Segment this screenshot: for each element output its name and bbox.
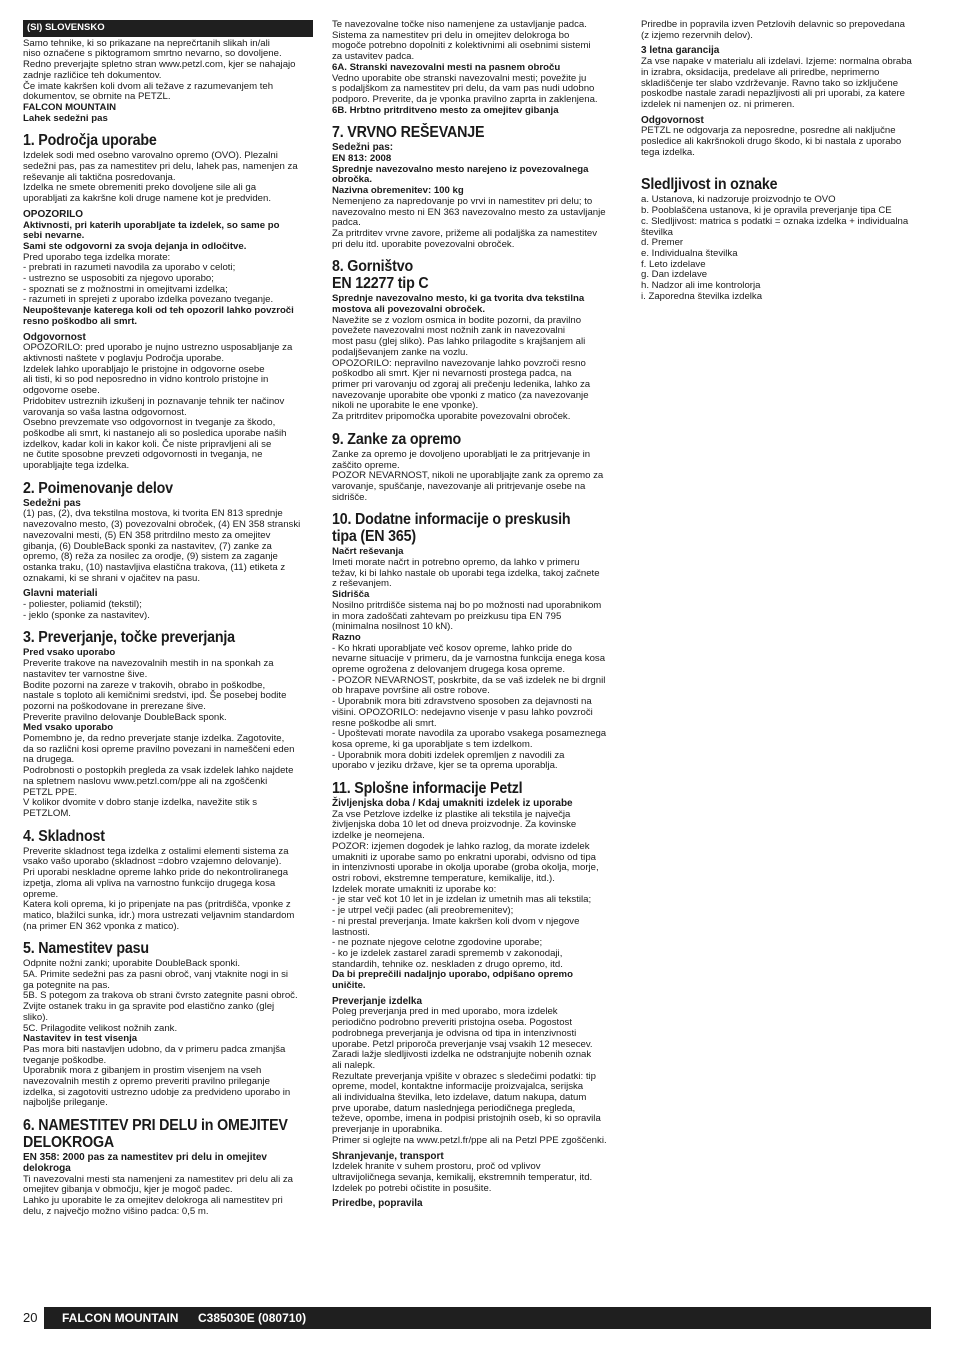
- guarantee-text: Za vse napake v materialu ali izdelavi. Izjeme: normalna obraba in izrabra, oksidacija, predelave ali priredbe, neprimerno skladiščenje ter slabo vzdrževanje. Ravno tako so izključene poskodbe nastale zaradi nepazljivosti ali pri uporabi, za katere izdelek ni namenjen oz. ni primeren.: [641, 56, 912, 110]
- product-type: Lahek sedežni pas: [23, 112, 108, 124]
- section-2-sub-1: Sedežni pas: [23, 497, 81, 509]
- section-2-heading: 2. Poimenovanje delov: [23, 479, 173, 497]
- responsibility-text: OPOZORILO: pred uporabo je nujno ustrezno usposabljanje za aktivnosti naštete v poglavju Področja uporabe. Izdelek lahko uporabljajo le pristojne in odgovorne osebe ali tisti, ki so pod neposredno in vidno kontrolo pristojne in odgovorne osebe. Pridobitev ustreznih izkušenj in poznavanje tehnik ter načinov varovanja so vaša lastna odgovornost. Osebno prevzemate vso odgovornost in tveganje za škodo, poškodbe ali smrt, ki nastanejo ali so posledica uporabe naših izdelkov, kadar koli in kakor koli. Če niste pripravljeni ali se ne čutite sposobne prevzeti odgovornosti in tveganja, ne uporabljajte tega izdelka.: [23, 342, 293, 472]
- section-2-text-1: (1) pas, (2), dva tekstilna mostova, ki tvorita EN 813 sprednje navezovalno mesto, (3) povezovalni obroček, (4) EN 358 stranski navezovalni mesti, (5) EN 358 pritrdilno mesto za omejitev gibanja, (6) DoubleBack sponki za nastavitev, (7) zanke za opremo, (8) reža za nosilec za orodje, (9) sistem za zaganje ostanka traku, (10) nastavljiva elastična trakova, (11) etiketa z oznakami, ki se shrani v ojačitev na pasu.: [23, 508, 301, 584]
- section-10-sub-1: Načrt reševanja: [332, 546, 404, 558]
- section-11-bold-1: Da bi preprečili nadaljnjo uporabo, odpišano opremo uničite.: [332, 969, 573, 992]
- warning-label: OPOZORILO: [23, 208, 83, 220]
- language-label: (SI) SLOVENSKO: [23, 20, 313, 37]
- warning-bold-3: Neupoštevanje katerega koli od teh opozoril lahko povzroči resno poškodbo ali smrt.: [23, 305, 294, 327]
- section-11-text-1: Za vse Petzlove izdelke iz plastike ali tekstila je največja življenjska doba 10 let od dneva proizvodnje. Za kovinske izdelke je neomejena. POZOR: izjemen dogodek je lahko razlog, da morate izdelek umakniti iz uporabe samo po enkratni uporabi, odvisno od tipa in intenzivnosti uporabe in okolja uporabe (groba okolja, morje, ostri robovi, ekstremne temperature, kemikalije, itd.). Izdelek morate umakniti iz uporabe ko: - je star več kot 10 let in je izdelan iz umetnih mas ali tekstila; - je utrpel večji padec (ali preobremenitev); - ni prestal preverjanja. Imate kakršen koli dvom v njegove lastnosti. - ne poznate njegove celotne zgodovine uporabe; - ko je izdelek zastarel zaradi sprememb v zakonodaji, standardih, tehnike oz. neskladen z drugo opremo, itd.: [332, 808, 599, 970]
- section-10-text-2: Nosilno pritrdišče sistema naj bo po možnosti nad uporabnikom in mora zadoščati zahtevam po preizkusu tipa EN 795 (minimalna nosilnost 10 kN).: [332, 599, 602, 633]
- section-1-text: Izdelek sodi med osebno varovalno opremo (OVO). Plezalni sedežni pas, pas za namestitev pri delu, lahek pas, namenjen za reševanje ali taktična posredovanja. Izdelka ne smete obremeniti preko dovoljene sile ali ga uporabljati za kakršne koli druge namene kot je predviden.: [23, 150, 298, 205]
- section-7-heading: 7. VRVNO REŠEVANJE: [332, 124, 485, 142]
- section-11-sub-4: Priredbe, popravila: [332, 1198, 423, 1210]
- section-5-sub: Nastavitev in test visenja: [23, 1033, 138, 1045]
- section-3-text-1: Preverite trakove na navezovalnih mestih in na sponkah za nastavitev ter varnostne šive. Bodite pozorni na zareze v trakovih, obrabo in poškodbe, nastale s toploto ali kemičnimi sredstvi, ipd. Še posebej bodite pozorni na poškodovane in prerezane šive. Preverite pravilno delovanje DoubleBack sponk.: [23, 658, 287, 723]
- section-5-text-2: Pas mora biti nastavljen udobno, da v primeru padca zmanjša tveganje poškodbe. Uporabnik mora z gibanjem in prostim visenjem na vseh navezovalnih mestih z opremo preveriti pravilno prileganje izdelka, si zagotoviti ustrezno udobje za predvideno uporabo in najboljše prileganje.: [23, 1043, 291, 1109]
- footer-product-name: FALCON MOUNTAIN: [62, 1311, 179, 1325]
- section-6a-heading: 6A. Stranski navezovalni mesti na pasnem obroču: [332, 61, 561, 73]
- section-3-sub-1: Pred vsako uporabo: [23, 647, 116, 659]
- section-3-heading: 3. Preverjanje, točke preverjanja: [23, 629, 235, 647]
- liability-sub: Odgovornost: [641, 114, 704, 126]
- section-5-text-1: Odpnite nožni zanki; uporabite DoubleBack sponki. 5A. Primite sedežni pas za pasni obroč, vanj vtaknite nogi in si ga potegnite na pas. 5B. S potegom za trakova ob strani čvrsto zategnite pasni obroč. Zvijte ostanek traku in ga spravite pod elastično zanko (glej sliko). 5C. Prilagodite velikost nožnih zank.: [23, 958, 298, 1034]
- section-10-sub-3: Razno: [332, 631, 361, 643]
- section-7-text: Nemenjeno za napredovanje po vrvi in namestitev pri delu; to navezovalno mesto ni EN 363 navezovalno mesto za ustavljanje padca. Za pritrditev vrvne zavore, prižeme ali podaljška za namestitev pri delu itd. uporabite povezovalni obroček.: [332, 195, 606, 250]
- section-11-sub-3: Shranjevanje, transport: [332, 1150, 444, 1162]
- section-6-text: Ti navezovalni mesti sta namenjeni za namestitev pri delu ali za omejitev gibanja v območju, kjer je mogoč padec. Lahko ju uporabite le za omejitev delokroga ali namestitev pri delu, z največjo možno višino padca: 0,5 m.: [23, 1173, 293, 1217]
- section-10-sub-2: Sidrišča: [332, 589, 370, 601]
- section-7-sub-1: Sedežni pas:: [332, 142, 394, 154]
- section-6a-text: Vedno uporabite obe stranski navezovalni mesti; povežite ju s podaljškom za namestitev pri delu, da vam pas nudi udobno podporo. Preverite, da je vponka pravilno zaprta in zaklenjena.: [332, 72, 598, 105]
- warning-bold-1: Aktivnosti, pri katerih uporabljate ta izdelek, so same po sebi nevarne.: [23, 219, 280, 242]
- warning-bold-2: Sami ste odgovorni za svoja dejanja in odločitve.: [23, 240, 247, 252]
- section-8-bold: Sprednje navezovalno mesto, ki ga tvorita dva tekstilna mostova ali povezovalni obroček.: [332, 293, 585, 316]
- footer-bar: [44, 1307, 931, 1329]
- section-6-sub: EN 358: 2000 pas za namestitev pri delu in omejitev delokroga: [23, 1152, 267, 1174]
- section-9-heading: 9. Zanke za opremo: [332, 430, 462, 448]
- section-6b-heading: 6B. Hrbtno pritrditveno mesto za omejitev gibanja: [332, 104, 559, 116]
- section-10-text-1: Imeti morate načrt in potrebno opremo, da lahko v primeru težav, ki bi lahko nastale ob uporabi tega izdelka, takoj začnete z reševanjem.: [332, 557, 600, 590]
- section-11-sub-1: Življenjska doba / Kdaj umakniti izdelek iz uporabe: [332, 798, 573, 810]
- traceability-list: a. Ustanova, ki nadzoruje proizvodnjo te OVO b. Pooblaščena ustanova, ki je opravila preverjanje tipa CE c. Sledljivost: matrica s podatki = oznaka izdelka + individualna številka d. Premer e. Individualna številka f. Leto izdelave g. Dan izdelave h. Nadzor ali ime kontrolorja i. Zaporedna številka izdelka: [641, 194, 909, 302]
- section-8-heading: 8. Gorništvo EN 12277 tip C: [332, 258, 429, 293]
- section-11-sub-2: Preverjanje izdelka: [332, 995, 423, 1007]
- section-8-text: Navežite se z vozlom osmica in bodite pozorni, da pravilno povežete navezovalni most nožnih zank in navezovalni most pasu (glej sliko). Pas lahko prilagodite s krajšanjem ali podaljševanjem zanke na vozlu. OPOZORILO: nepravilno navezovanje lahko povzroči resno poškodbo ali smrt. Kjer ni nevarnosti prostega padca, na primer pri varovanju od zgoraj ali prečenju ledenika, lahko za navezovanje uporabite obe vponki z matico (za navezovanje nikoli ne uporabite le ene vponke). Za pritrditev pripomočka uporabite povezovalni obroček.: [332, 314, 591, 423]
- section-3-sub-2: Med vsako uporabo: [23, 722, 114, 734]
- section-11-heading: 11. Splošne informacije Petzl: [332, 780, 523, 798]
- liability-text: PETZL ne odgovarja za neposredne, posredne ali naključne posledice ali kakršnokoli drugo škodo, ki bi nastala z uporabo tega izdelka.: [641, 125, 902, 158]
- section-1-heading: 1. Področja uporabe: [23, 132, 157, 150]
- section-2-text-2: - poliester, poliamid (tekstil); - jeklo (sponke za nastavitev).: [23, 599, 150, 621]
- traceability-heading: Sledljivost in oznake: [641, 176, 778, 194]
- section-11-text-2: Poleg preverjanja pred in med uporabo, mora izdelek periodično podrobno preveriti pristojna oseba. Pogostost podrobnega preverjanja je odvisna od tipa in intenzivnosti uporabe. Petzl priporoča preverjanje vsaj vsakih 12 mesecev. Zaradi lažje sledljivosti izdelka ne odstranjujte nobenih oznak ali nalepk. Rezultate preverjanja vpišite v obrazec s sledečimi podatki: tip opreme, model, kontaktne informacije proizvajalca, serijska ali individualna številka, leto izdelave, datum nakupa, datum prve uporabe, datum naslednjega periodičnega pregleda, teževe, opombe, imena in podpisi pristojnih oseb, ki so opravila preverjanje in uporabnika. Primer si oglejte na www.petzl.fr/ppe ali na Petzl PPE zgoščenki.: [332, 1006, 607, 1146]
- footer-document-code: C385030E (080710): [198, 1311, 307, 1325]
- page-number: 20: [23, 1310, 38, 1325]
- section-4-heading: 4. Skladnost: [23, 827, 105, 845]
- guarantee-sub: 3 letna garancija: [641, 45, 720, 57]
- section-3-text-2: Pomembno je, da redno preverjate stanje izdelka. Zagotovite, da so različni kosi opreme pravilno povezani in nameščeni eden na drugega. Podrobnosti o postopkih pregleda za vsak izdelek lahko najdete na spletnem naslovu www.petzl.com/ppe ali na zgoščenki PETZL PPE. V kolikor dvomite v dobro stanje izdelka, navežite stik s PETZLOM.: [23, 733, 295, 819]
- section-4-text: Preverite skladnost tega izdelka z ostalimi elementi sistema za vsako vašo uporabo (skladnost =dobro vzajemno delovanje). Pri uporabi neskladne opreme lahko pride do nekontroliranega izpetja, zloma ali vpliva na varnostno funkcijo drugega kosa opreme. Katera koli oprema, ki jo pripenjate na pas (pritrdišča, vponke z matico, blažilci sunka, idr.) mora ustrezati veljavnim standardom (na primer EN 362 vponka z matico).: [23, 845, 295, 932]
- product-name: FALCON MOUNTAIN: [23, 101, 117, 113]
- section-9-text: Zanke za opremo je dovoljeno uporabljati le za pritrjevanje in zaščito opreme. POZOR NEVARNOST, nikoli ne uporabljajte zank za opremo za varovanje, spuščanje, navezovanje ali pritrjevanje osebe na sidrišče.: [332, 448, 604, 503]
- warning-text: Pred uporabo tega izdelka morate: - prebrati in razumeti navodila za uporabo v celoti; - ustrezno se usposobiti za njegovo uporabo; - spoznati se z možnostmi in omejitvami izdelka; - razumeti in sprejeti z uporabo izdelka povezano tveganje.: [23, 251, 274, 306]
- column-2: [332, 20, 624, 1210]
- column-3: [641, 20, 931, 302]
- section-6-heading: 6. NAMESTITEV PRI DELU in OMEJITEV DELOKROGA: [23, 1117, 288, 1152]
- modifications-text: Priredbe in popravila izven Petzlovih delavnic so prepovedana (z izjemo rezervnih delov).: [641, 19, 905, 41]
- column-1: [23, 20, 313, 1217]
- section-10-text-3: - Ko hkrati uporabljate več kosov opreme, lahko pride do nevarne situacije v primeru, da je varnostna funkcija enega kosa opreme ogrožena z delovanjem drugega kosa opreme. - POZOR NEVARNOST, poskrbite, da se vaš izdelek ne bi drgnil ob hrapave površine ali ostre robove. - Uporabnik mora biti zdravstveno sposoben za dejavnosti na višini. OPOZORILO: nedejavno visenje v pasu lahko povzroči resne poškodbe ali smrt. - Upoštevati morate navodila za uporabo vsakega posameznega kosa opreme, ki ga uporabljate s tem izdelkom. - Uporabnik mora dobiti izdelek opremljen z navodili za uporabo v jeziku države, kjer se ta oprema uporablja.: [332, 642, 607, 772]
- section-7-bold-2: Nazivna obremenitev: 100 kg: [332, 185, 464, 197]
- section-2-sub-2: Glavni materiali: [23, 588, 98, 600]
- section-10-heading: 10. Dodatne informacije o preskusih tipa (EN 365): [332, 511, 571, 546]
- page-footer: [23, 1307, 931, 1329]
- section-6-continued: Te navezovalne točke niso namenjene za ustavljanje padca. Sistema za namestitev pri delu in omejitev delokroga bo mogoče potrebno dopolniti z kolektivnimi ali osebnimi sistemi za ustavitev padca.: [332, 19, 591, 63]
- intro-text: Samo tehnike, ki so prikazane na neprečrtanih slikah in/ali niso označene s piktogramom smrtno nevarno, so dovoljene. Redno preverjajte spletno stran www.petzl.com, kjer se nahajajo zadnje različice teh dokumentov. Če imate kakršen koli dvom ali težave z razumevanjem teh dokumentov, se obrnite na PETZL.: [23, 37, 296, 103]
- section-5-heading: 5. Namestitev pasu: [23, 940, 149, 958]
- section-7-sub-1b: EN 813: 2008: [332, 153, 392, 165]
- section-11-text-3: Izdelek hranite v suhem prostoru, proč od vplivov ultravijoličnega sevanja, kemikalij, ekstremnih temperatur, itd. Izdelek po potrebi očistite in posušite.: [332, 1161, 593, 1194]
- responsibility-label: Odgovornost: [23, 331, 86, 343]
- section-7-bold-1: Sprednje navezovalno mesto narejeno iz povezovalnega obročka.: [332, 163, 589, 186]
